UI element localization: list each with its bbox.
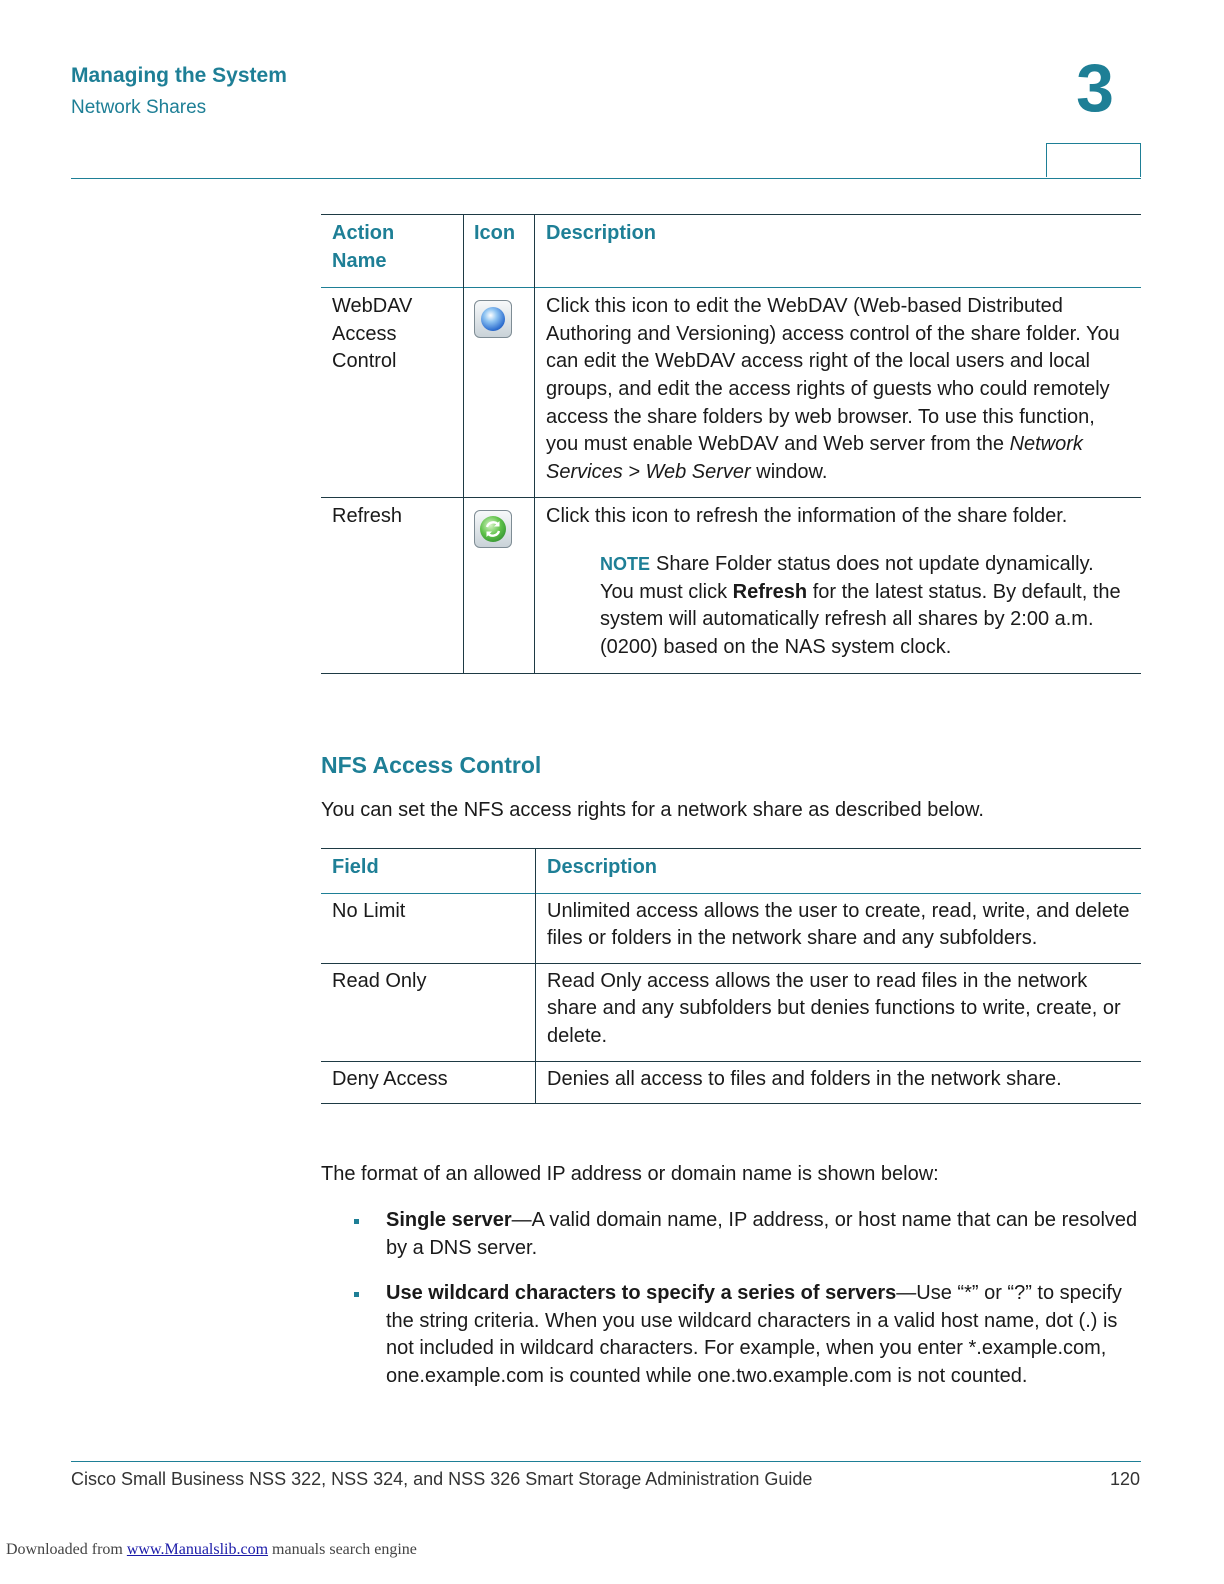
table-row: [321, 893, 1141, 963]
table-row: [321, 498, 1141, 674]
refresh-icon[interactable]: [474, 510, 512, 548]
col-description: Description: [546, 222, 657, 244]
field-description: Denies all access to files and folders in the network share.: [547, 1067, 1062, 1090]
webdav-globe-icon[interactable]: [474, 300, 512, 338]
nfs-intro: You can set the NFS access rights for a network share as described below.: [321, 799, 984, 821]
actions-table: [321, 214, 1141, 674]
table-header-row: [321, 849, 1141, 894]
table-header-row: [321, 215, 1141, 288]
format-intro: The format of an allowed IP address or domain name is shown below:: [321, 1163, 939, 1185]
field-description: Read Only access allows the user to read files in the network share and any subfolders but denies functions to write, create, or delete.: [547, 969, 1121, 1047]
section-subtitle: Network Shares: [71, 97, 207, 118]
col-field: Field: [321, 849, 536, 894]
table-row: [321, 288, 1141, 498]
field-name: No Limit: [321, 893, 536, 963]
table-row: [321, 963, 1141, 1061]
list-item: Use wildcard characters to specify a series of servers—Use “*” or “?” to specify the string criteria. When you use wildcard characters in a valid host name, dot (.) is not included in wildcard characters. For example, when you enter *.example.com, one.example.com is counted while one.two.example.com is not counted.: [321, 1280, 1141, 1390]
field-name: Read Only: [321, 963, 536, 1061]
header-divider: [71, 178, 1141, 179]
table-row: [321, 1061, 1141, 1104]
manualslib-link[interactable]: www.Manualslib.com: [126, 1541, 269, 1558]
chapter-title: Managing the System: [71, 64, 287, 87]
action-description: Click this icon to edit the WebDAV (Web-based Distributed Authoring and Versioning) access control of the share folder. You can edit the WebDAV access right of the local users and local groups, and edit the access rights of guests who could remotely access the share folders by web browser. To use this function, you must enable WebDAV and Web server from the Network Services > Web Server window.: [546, 295, 1120, 483]
footer-guide-title: Cisco Small Business NSS 322, NSS 324, and NSS 326 Smart Storage Administration Guide: [71, 1469, 813, 1489]
action-description: Click this icon to refresh the information of the share folder. NOTE Share Folder status does not update dynamically. You must click Refresh for the latest status. By default, the system will automatically refresh all shares by 2:00 a.m. (0200) based on the NAS system clock.: [535, 498, 1142, 674]
col-action-name: Action Name: [321, 215, 464, 288]
field-description: Unlimited access allows the user to create, read, write, and delete files or folders in the network share and any subfolders.: [547, 899, 1130, 950]
page-number: 120: [1109, 1469, 1140, 1489]
note-block: NOTE Share Folder status does not update dynamically. You must click Refresh for the latest status. By default, the system will automatically refresh all shares by 2:00 a.m. (0200) based on the NAS system clock.: [600, 552, 1121, 658]
col-description: Description: [547, 856, 658, 878]
note-label: NOTE: [600, 553, 651, 574]
field-name: Deny Access: [321, 1061, 536, 1104]
action-name: Refresh: [321, 498, 464, 674]
nfs-table: [321, 848, 1141, 1104]
download-notice: Downloaded from www.Manualslib.com manuals search engine: [6, 1541, 417, 1558]
nfs-heading: NFS Access Control: [321, 752, 542, 778]
bullet-square-icon: [354, 1219, 359, 1224]
chapter-tab-box: [1046, 143, 1141, 177]
col-icon: Icon: [464, 215, 535, 288]
action-name: WebDAV Access Control: [321, 288, 464, 498]
format-bullet-list: [321, 1207, 1141, 1409]
bullet-square-icon: [354, 1292, 359, 1297]
chapter-number: 3: [1076, 50, 1114, 126]
footer-divider: [71, 1461, 1141, 1462]
list-item: Single server—A valid domain name, IP address, or host name that can be resolved by a DNS server.: [321, 1207, 1141, 1262]
